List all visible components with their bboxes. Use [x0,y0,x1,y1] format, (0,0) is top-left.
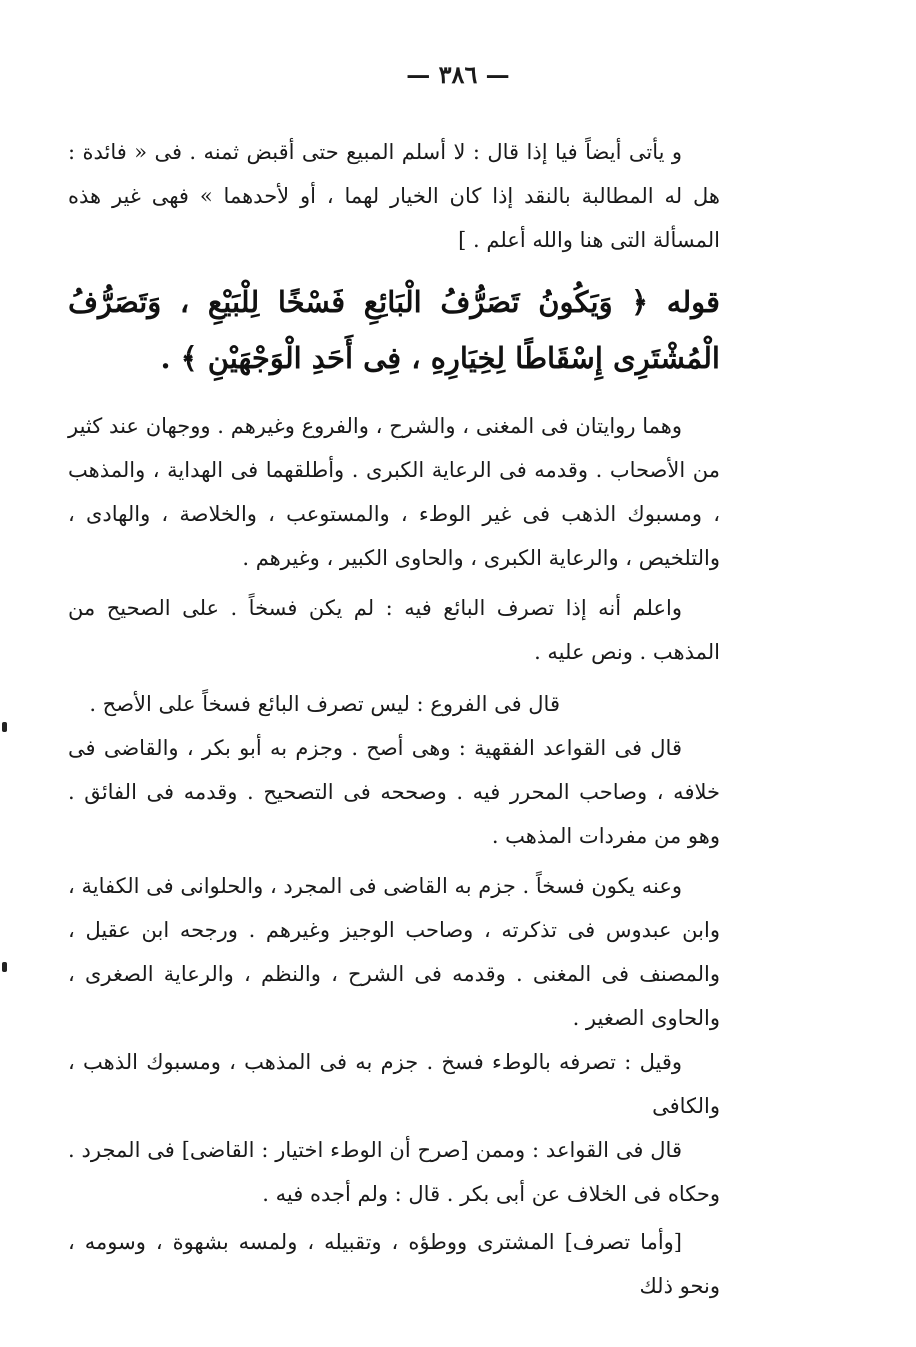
intro-paragraph [68,130,720,262]
paragraph-1: وهما روايتان فى المغنى ، والشرح ، والفروع وغيرهم . ووجهان عند كثير من الأصحاب . وقدمه فى الرعاية الكبرى . وأطلقهما فى الهداية ، والمذهب ، ومسبوك الذهب فى غير الوطء ، والمستوعب ، والخلاصة ، والهادى ، والتلخيص ، والرعاية الكبرى ، والحاوى الكبير ، وغيرهم . [68,414,720,570]
commentary [68,404,720,1308]
margin-mark-lower [2,962,7,972]
paragraph-3: قال فى الفروع : ليس تصرف البائع فسخاً على الأصح . [89,692,560,716]
intro-text: و يأتى أيضاً فيا إذا قال : لا أسلم المبيع حتى أقبض ثمنه . فى « فائدة : هل له المطالبة بالنقد إذا كان الخيار لهما ، أو لأحدهما » فهى غير هذه المسألة التى هنا والله أعلم . ] [68,140,720,252]
paragraph-8: [وأما تصرف] المشترى ووطؤه ، وتقبيله ، ولمسه بشهوة ، وسومه ، ونحو ذلك [68,1230,720,1298]
paragraph-7: قال فى القواعد : وممن [صرح أن الوطء اختيار : القاضى] فى المجرد . وحكاه فى الخلاف عن أبى بكر . قال : ولم أجده فيه . [68,1138,720,1206]
matn-quote [68,274,720,386]
paragraph-4: قال فى القواعد الفقهية : وهى أصح . وجزم به أبو بكر ، والقاضى فى خلافه ، وصاحب المحرر فيه . وصححه فى التصحيح . وقدمه فى الفائق . وهو من مفردات المذهب . [68,736,720,848]
matn-quote-text: قوله ﴿ وَيَكُونُ تَصَرُّفُ الْبَائِعِ فَسْخًا لِلْبَيْعِ ، وَتَصَرُّفُ الْمُشْتَرِى إِسْقَاطًا لِخِيَارِهِ ، فِى أَحَدِ الْوَجْهَيْنِ ﴾ . [68,285,720,375]
paragraph-6: وقيل : تصرفه بالوطء فسخ . جزم به فى المذهب ، ومسبوك الذهب ، والكافى [68,1050,720,1118]
paragraph-2: واعلم أنه إذا تصرف البائع فيه : لم يكن فسخاً . على الصحيح من المذهب . ونص عليه . [68,596,720,664]
paragraph-5: وعنه يكون فسخاً . جزم به القاضى فى المجرد ، والحلوانى فى الكفاية ، وابن عبدوس فى تذكرته ، وصاحب الوجيز وغيرهم . ورجحه ابن عقيل ، والمصنف فى المغنى . وقدمه فى الشرح ، والنظم ، والرعاية الصغرى ، والحاوى الصغير . [68,874,720,1030]
margin-mark-upper [2,722,7,732]
page-number: — ٣٨٦ — [406,60,510,89]
